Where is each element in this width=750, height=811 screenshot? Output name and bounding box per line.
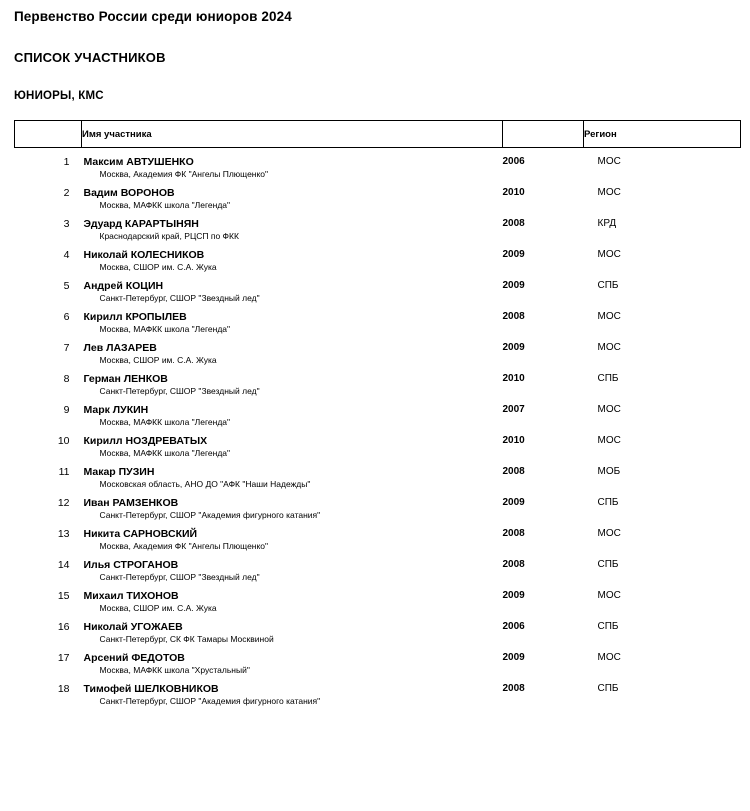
participant-name: Вадим ВОРОНОВ	[83, 187, 175, 199]
participant-name: Иван РАМЗЕНКОВ	[83, 497, 179, 509]
participant-club: Московская область, АНО ДО "АФК "Наши Надежды"	[99, 479, 311, 489]
table-row-club	[15, 571, 741, 582]
participant-region: МОС	[597, 311, 621, 322]
participant-name: Лев ЛАЗАРЕВ	[83, 342, 157, 354]
participant-region: МОС	[597, 528, 621, 539]
participant-region: МОС	[597, 249, 621, 260]
participants-table	[14, 120, 741, 706]
participant-number: 15	[57, 590, 70, 602]
participant-number: 5	[63, 280, 70, 292]
table-row-club	[15, 323, 741, 334]
participant-club: Москва, МАФКК школа "Хрустальный"	[99, 665, 250, 675]
participant-name: Илья СТРОГАНОВ	[83, 559, 179, 571]
participant-club: Санкт-Петербург, СШОР "Звездный лед"	[99, 386, 260, 396]
participant-name: Арсений ФЕДОТОВ	[83, 652, 185, 664]
table-row-club	[15, 633, 741, 644]
table-row	[15, 365, 741, 385]
participant-club: Санкт-Петербург, СШОР "Академия фигурного катания"	[99, 510, 321, 520]
participant-number: 1	[63, 156, 70, 168]
participant-year: 2009	[502, 280, 525, 291]
table-header-row	[15, 121, 741, 148]
participant-year: 2010	[502, 373, 525, 384]
spacer-cell	[15, 230, 82, 241]
participant-name: Марк ЛУКИН	[83, 404, 149, 416]
participant-year: 2010	[502, 435, 525, 446]
participant-year: 2009	[502, 590, 525, 601]
table-row-club	[15, 695, 741, 706]
column-header-name: Имя участника	[82, 121, 503, 148]
column-header-year	[503, 121, 584, 148]
table-row-club	[15, 540, 741, 551]
participant-year: 2008	[502, 528, 525, 539]
participant-region: СПБ	[597, 621, 619, 632]
table-row	[15, 675, 741, 695]
participant-region: МОС	[597, 404, 621, 415]
participant-number: 4	[63, 249, 70, 261]
table-row	[15, 210, 741, 230]
participant-year: 2010	[502, 187, 525, 198]
table-row	[15, 489, 741, 509]
spacer-cell	[15, 540, 82, 551]
participant-number: 14	[57, 559, 70, 571]
table-row-club	[15, 664, 741, 675]
participant-number: 13	[57, 528, 70, 540]
participant-number: 8	[63, 373, 70, 385]
document-page	[0, 9, 750, 811]
table-row-club	[15, 602, 741, 613]
participant-region: МОС	[597, 187, 621, 198]
column-header-region: Регион	[584, 121, 741, 148]
participant-name: Никита САРНОВСКИЙ	[83, 528, 198, 540]
participant-year: 2009	[502, 497, 525, 508]
participant-club: Санкт-Петербург, СШОР "Звездный лед"	[99, 293, 260, 303]
participant-region: СПБ	[597, 497, 619, 508]
spacer-cell	[15, 664, 82, 675]
spacer-cell	[15, 571, 82, 582]
spacer-cell	[15, 168, 82, 179]
participant-year: 2008	[502, 218, 525, 229]
participant-name: Андрей КОЦИН	[83, 280, 164, 292]
participant-year: 2009	[502, 249, 525, 260]
participant-number: 2	[63, 187, 70, 199]
participant-region: СПБ	[597, 559, 619, 570]
participant-year: 2009	[502, 652, 525, 663]
participant-region: СПБ	[597, 683, 619, 694]
participant-region: СПБ	[597, 373, 619, 384]
participant-club: Москва, МАФКК школа "Легенда"	[99, 417, 231, 427]
table-row-club	[15, 354, 741, 365]
participant-club: Москва, СШОР им. С.А. Жука	[99, 355, 217, 365]
spacer-cell	[15, 478, 82, 489]
table-row	[15, 520, 741, 540]
table-row	[15, 303, 741, 323]
table-row	[15, 427, 741, 447]
table-row-club	[15, 230, 741, 241]
participant-year: 2008	[502, 683, 525, 694]
spacer-cell	[15, 354, 82, 365]
category-heading: ЮНИОРЫ, КМС	[14, 90, 104, 102]
participant-name: Герман ЛЕНКОВ	[83, 373, 168, 385]
table-row-club	[15, 292, 741, 303]
participant-name: Михаил ТИХОНОВ	[83, 590, 179, 602]
table-row-club	[15, 199, 741, 210]
participant-number: 10	[57, 435, 70, 447]
spacer-cell	[15, 602, 82, 613]
participant-region: СПБ	[597, 280, 619, 291]
spacer-cell	[15, 323, 82, 334]
participant-region: МОС	[597, 590, 621, 601]
participant-year: 2009	[502, 342, 525, 353]
spacer-cell	[15, 261, 82, 272]
participant-club: Санкт-Петербург, СШОР "Академия фигурного катания"	[99, 696, 321, 706]
table-header	[15, 121, 741, 148]
spacer-cell	[15, 416, 82, 427]
document-subtitle: СПИСОК УЧАСТНИКОВ	[14, 50, 166, 65]
participant-name: Тимофей ШЕЛКОВНИКОВ	[83, 683, 219, 695]
spacer-cell	[15, 509, 82, 520]
participant-year: 2007	[502, 404, 525, 415]
column-header-number	[15, 121, 82, 148]
participant-number: 9	[63, 404, 70, 416]
participant-name: Кирилл НОЗДРЕВАТЫХ	[83, 435, 208, 447]
participant-number: 11	[58, 466, 70, 478]
participant-club: Санкт-Петербург, СШОР "Звездный лед"	[99, 572, 260, 582]
participant-name: Кирилл КРОПЫЛЕВ	[83, 311, 187, 323]
participant-club: Москва, МАФКК школа "Легенда"	[99, 324, 231, 334]
participant-year: 2008	[502, 559, 525, 570]
table-row	[15, 272, 741, 292]
participant-region: МОС	[597, 652, 621, 663]
spacer-cell	[15, 385, 82, 396]
participant-number: 17	[57, 652, 70, 664]
participant-number: 18	[57, 683, 70, 695]
table-row	[15, 458, 741, 478]
page-title: Первенство России среди юниоров 2024	[14, 9, 292, 24]
table-row	[15, 551, 741, 571]
table-row	[15, 241, 741, 261]
participant-number: 12	[57, 497, 70, 509]
participant-region: МОС	[597, 342, 621, 353]
participant-number: 6	[63, 311, 70, 323]
participant-club: Москва, МАФКК школа "Легенда"	[99, 448, 231, 458]
participant-year: 2008	[502, 466, 525, 477]
participant-number: 7	[63, 342, 70, 354]
table-row-club	[15, 385, 741, 396]
participant-year: 2006	[502, 621, 525, 632]
participant-number: 16	[57, 621, 70, 633]
table-row	[15, 148, 741, 169]
participant-name: Николай УГОЖАЕВ	[83, 621, 183, 633]
participant-name: Николай КОЛЕСНИКОВ	[83, 249, 205, 261]
participant-region: КРД	[597, 218, 617, 229]
spacer-cell	[15, 633, 82, 644]
spacer-cell	[15, 292, 82, 303]
participant-number: 3	[63, 218, 70, 230]
table-row-club	[15, 509, 741, 520]
table-row	[15, 179, 741, 199]
participant-club: Москва, МАФКК школа "Легенда"	[99, 200, 231, 210]
participant-region: МОС	[597, 435, 621, 446]
participant-club: Санкт-Петербург, СК ФК Тамары Москвиной	[99, 634, 274, 644]
spacer-cell	[15, 447, 82, 458]
participant-club: Москва, Академия ФК "Ангелы Плющенко"	[99, 541, 269, 551]
table-row	[15, 644, 741, 664]
table-row	[15, 582, 741, 602]
spacer-cell	[15, 695, 82, 706]
table-row-club	[15, 261, 741, 272]
participant-club: Москва, Академия ФК "Ангелы Плющенко"	[99, 169, 269, 179]
table-row-club	[15, 478, 741, 489]
spacer-cell	[15, 199, 82, 210]
participant-club: Москва, СШОР им. С.А. Жука	[99, 262, 217, 272]
participant-name: Макар ПУЗИН	[83, 466, 155, 478]
table-row-club	[15, 168, 741, 179]
table-row	[15, 396, 741, 416]
table-row	[15, 334, 741, 354]
table-body	[15, 148, 741, 707]
participant-region: МОБ	[597, 466, 621, 477]
table-row-club	[15, 416, 741, 427]
participant-year: 2006	[502, 156, 525, 167]
table-row	[15, 613, 741, 633]
participant-region: МОС	[597, 156, 621, 167]
participant-name: Эдуард КАРАРТЫНЯН	[83, 218, 199, 230]
participant-club: Москва, СШОР им. С.А. Жука	[99, 603, 217, 613]
participant-name: Максим АВТУШЕНКО	[83, 156, 194, 168]
table-row-club	[15, 447, 741, 458]
participant-club: Краснодарский край, РЦСП по ФКК	[99, 231, 239, 241]
participant-year: 2008	[502, 311, 525, 322]
